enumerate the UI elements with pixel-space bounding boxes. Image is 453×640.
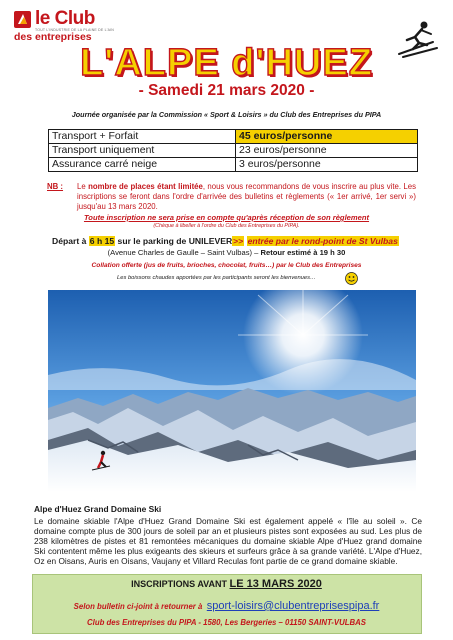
- inscription-date: LE 13 MARS 2020: [229, 578, 322, 590]
- nb-part1: Le: [77, 182, 86, 191]
- bulletin-line: [0, 596, 453, 614]
- logo-tagline: TOUT L'INDUSTRIE DE LA PLAINE DE L'AIN: [35, 28, 115, 32]
- logo-line1: le Club: [35, 8, 95, 29]
- price-label: Transport uniquement: [49, 144, 236, 158]
- departure-arrow: >>: [233, 236, 244, 246]
- nb-label: NB :: [47, 182, 64, 191]
- inscription-prefix: INSCRIPTIONS AVANT: [131, 579, 227, 589]
- club-logo-icon: [14, 11, 31, 28]
- price-value: 3 euros/personne: [236, 158, 418, 172]
- return-time: Retour estimé à 19 h 30: [260, 248, 346, 257]
- price-label: Assurance carré neige: [49, 158, 236, 172]
- price-row: [49, 158, 418, 172]
- price-label: Transport + Forfait: [49, 130, 236, 144]
- departure-entrance: entrée par le rond-point de St Vulbas: [247, 236, 398, 246]
- registration-note: Toute inscription ne sera prise en compte qu'après réception de son règlement: [83, 213, 370, 222]
- section-title: Alpe d'Huez Grand Domaine Ski: [34, 504, 162, 514]
- departure-time: 6 h 15: [89, 236, 115, 246]
- collation-note: Collation offerte (jus de fruits, brioches, chocolat, fruits…) par le Club des Entreprises: [91, 262, 362, 269]
- nb-bold: nombre de places étant limitée: [88, 182, 203, 191]
- price-value: 23 euros/personne: [236, 144, 418, 158]
- price-row: [49, 144, 418, 158]
- nb-part2: , nous vous recommandons de vous inscrire au plus vite. Les inscriptions se feront dans l'ordre d'arrivée des bulletins et règlements (« 1er arrivé, 1er servi ») jusqu'au 13 mars 2020.: [77, 182, 416, 211]
- departure-mid: sur le parking de UNILEVER: [117, 236, 233, 246]
- departure-prefix: Départ à: [52, 236, 87, 246]
- price-row: [49, 130, 418, 144]
- drinks-note: Les boissons chaudes apportées par les participants seront les bienvenues…: [117, 275, 316, 281]
- price-value: 45 euros/personne: [236, 130, 418, 144]
- smiley-icon: [345, 272, 358, 285]
- ski-slope-photo: [48, 290, 416, 492]
- section-body: Le domaine skiable l'Alpe d'Huez Grand Domaine Ski est également appelé « l'île au soleil ». Ce domaine compte plus de 300 jours de soleil par an et plusieurs pistes sont exposées au sud. Les plus de 238 kilomètres de pistes et 81 remontées mécaniques du domaine skiable Alpe d'Huez grand domaine Ski contentent même les plus exigeants des skieurs et surfeurs grâce à sa grande variété. L'Alpe d'Huez, Oz en Oisans, Auris en Oisans, Vaujany et Villard Reculas font partie de ce grand domaine skiable.: [34, 516, 422, 566]
- logo-line2: des entreprises: [14, 31, 92, 43]
- bulletin-text: Selon bulletin ci-joint à retourner à: [73, 602, 203, 611]
- departure-address-line: [0, 248, 453, 257]
- departure-line: [52, 236, 399, 246]
- subtitle: Journée organisée par la Commission « Sport & Loisirs » du Club des Entreprises du PIPA: [71, 110, 382, 119]
- nb-text: [77, 182, 416, 211]
- inscription-deadline: [0, 578, 453, 590]
- departure-address: (Avenue Charles de Gaulle – Saint Vulbas) –: [107, 248, 259, 257]
- club-logo: [14, 8, 134, 43]
- club-address: Club des Entreprises du PIPA - 1580, Les Bergeries – 01150 SAINT-VULBAS: [87, 618, 366, 627]
- cheque-note: (Chèque à libeller à l'ordre du Club des Entreprises du PIPA).: [153, 223, 300, 229]
- price-table: [48, 129, 418, 172]
- contact-email-link[interactable]: sport-loisirs@clubentreprisespipa.fr: [206, 600, 380, 612]
- page-title: L'ALPE d'HUEZ: [80, 42, 373, 84]
- event-date: - Samedi 21 mars 2020 -: [138, 82, 315, 99]
